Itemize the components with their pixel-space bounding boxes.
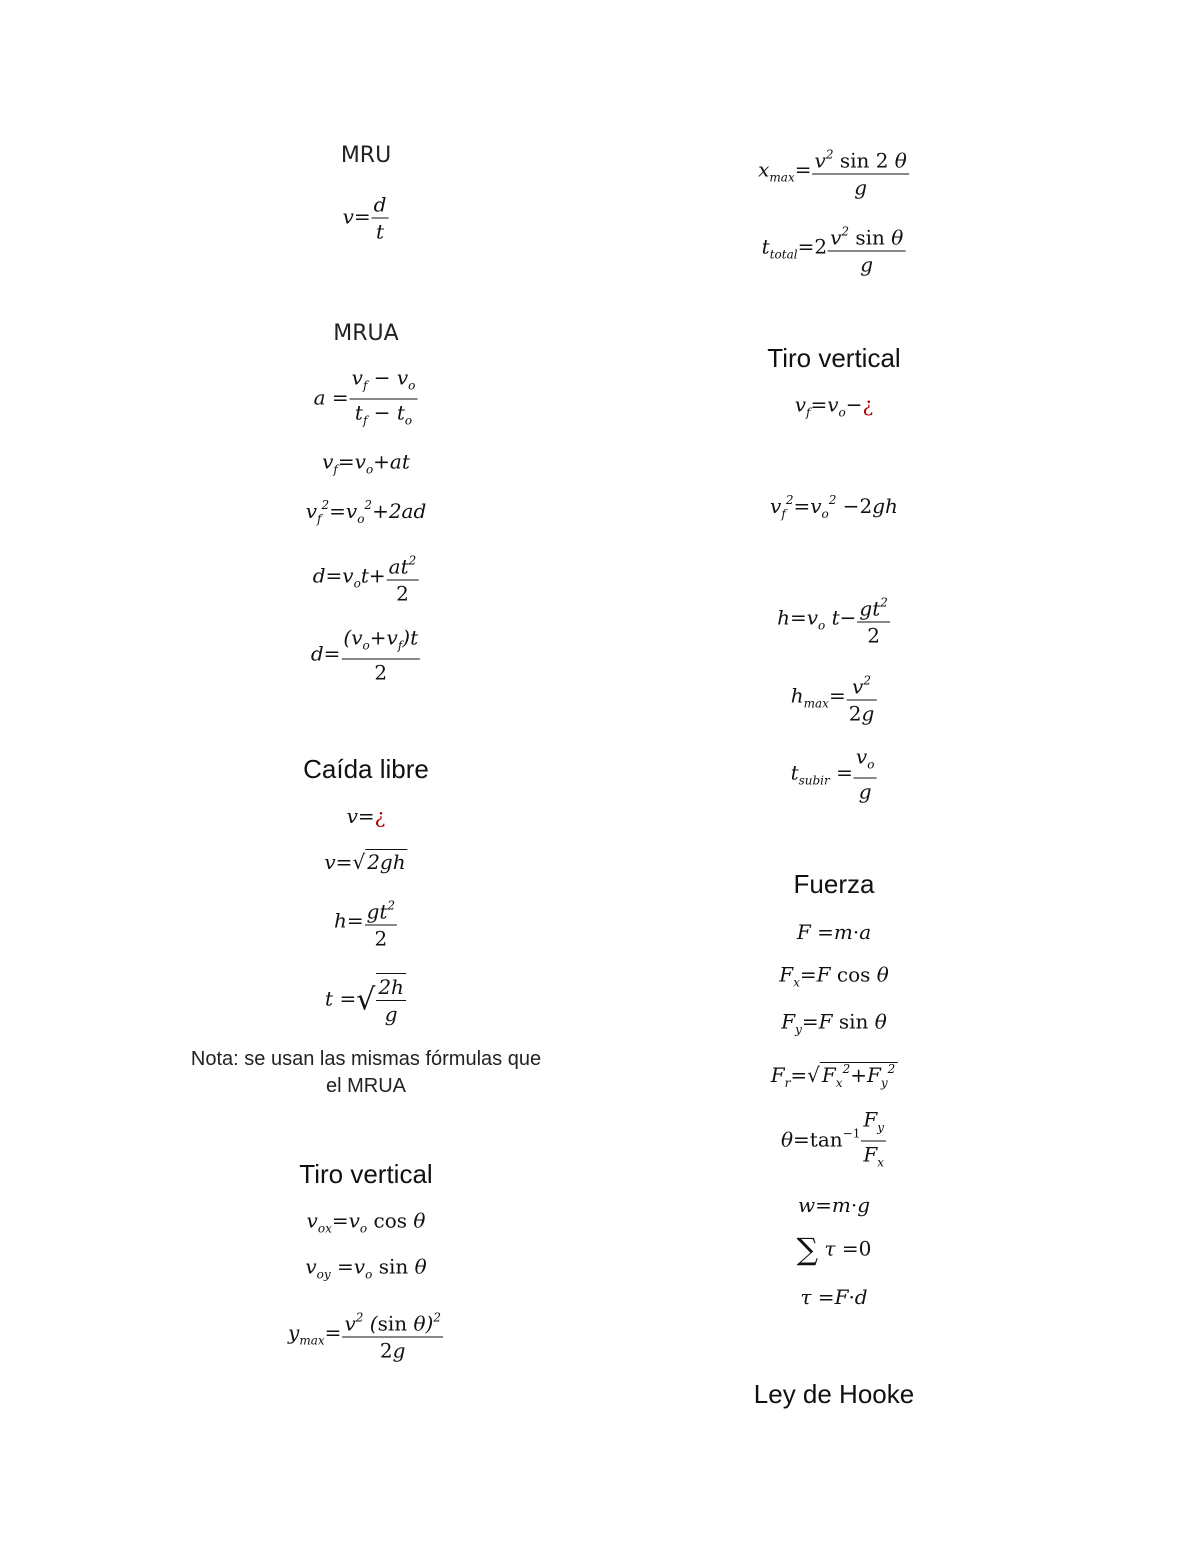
formula-fr: $F_r=√$ $F_x^2+F_y^2$ (770, 1062, 896, 1090)
formula-vf-invalid: $v_f=v_o-¿$ (794, 392, 874, 420)
formula-weight: w=m·g (797, 1193, 871, 1217)
formula-caida-time: t =√ $\frac{2h}{g}$ (325, 975, 404, 1026)
heading-caida-libre: Caída libre (303, 754, 429, 784)
note-line-1: Nota: se usan las mismas fórmulas que (190, 1048, 542, 1070)
formula-theta: $\theta=\tan^{-1}$ $\frac{F_y}{F_x}$ (780, 1107, 885, 1170)
formula-mrua-acceleration: a = $\frac{v_f - v_o}{t_f - t_o}$ (313, 365, 416, 428)
formula-ttotal: $t_{total}=2$ $\frac{v^2 \sin \theta}{g}$ (762, 219, 907, 278)
heading-mrua: MRUA (333, 321, 399, 346)
formula-vf-squared: $v_f^2=v_o^2 -2gh$ (770, 493, 898, 521)
heading-tiro-vertical-right: Tiro vertical (767, 343, 901, 373)
heading-fuerza: Fuerza (793, 869, 875, 899)
formula-caida-velocity-sqrt: v=√ 2gh (324, 850, 406, 874)
note-line-2: el MRUA (325, 1075, 406, 1097)
formula-ymax: $y_{max}=$ $\frac{v^2 (\sin \theta)^2}{2g}$ (288, 1305, 444, 1364)
formula-mrua-distance: $d=v_ot+$ $\frac{at^2}{2}$ (313, 548, 420, 607)
formula-vox: $v_{ox}=v_o$ cos θ (306, 1208, 426, 1236)
note-text (156, 1046, 576, 1100)
heading-ley-de-hooke: Ley de Hooke (753, 1379, 915, 1409)
formula-tsubir: $t_{subir}$ = $\frac{v_o}{g}$ (790, 744, 875, 804)
formula-mrua-final-velocity: $v_f=v_o+at$ (322, 449, 410, 477)
formula-xmax: $x_{max}=$ $\frac{v^2 \sin 2 \theta}{g}$ (758, 142, 910, 201)
invalid-char: ¿ (374, 804, 386, 828)
formula-caida-height: h= $\frac{gt^2}{2}$ (334, 893, 398, 952)
formula-mrua-distance-average: d= $\frac{(v_o+v_f)t}{2}$ (310, 625, 419, 685)
formula-mrua-velocity-squared: $v_f^2=v_o^2+2ad$ (305, 498, 427, 526)
invalid-char: ¿ (862, 392, 874, 417)
heading-mru: MRU (340, 143, 392, 168)
formula-torque: τ =F·d (800, 1285, 868, 1309)
formula-force: F =m·a (796, 920, 872, 944)
formula-voy: $v_{oy} =v_o$ sin θ (305, 1254, 427, 1282)
formula-hmax: $h_{max}=$ $\frac{v^2}{2g}$ (791, 668, 878, 727)
formula-mru-velocity: v= $\frac{d}{t}$ (342, 192, 387, 244)
formula-fx: $F_x=F$ cos θ (779, 962, 889, 990)
heading-tiro-vertical-left: Tiro vertical (299, 1159, 433, 1189)
formula-h-vertical: $h=v_o$ t− $\frac{gt^2}{2}$ (777, 590, 891, 649)
formula-torque-sum: ∑ τ =0 (796, 1232, 872, 1268)
formula-fy: $F_y=F$ sin θ (781, 1009, 887, 1037)
formula-caida-velocity-invalid: v=¿ (346, 804, 386, 828)
